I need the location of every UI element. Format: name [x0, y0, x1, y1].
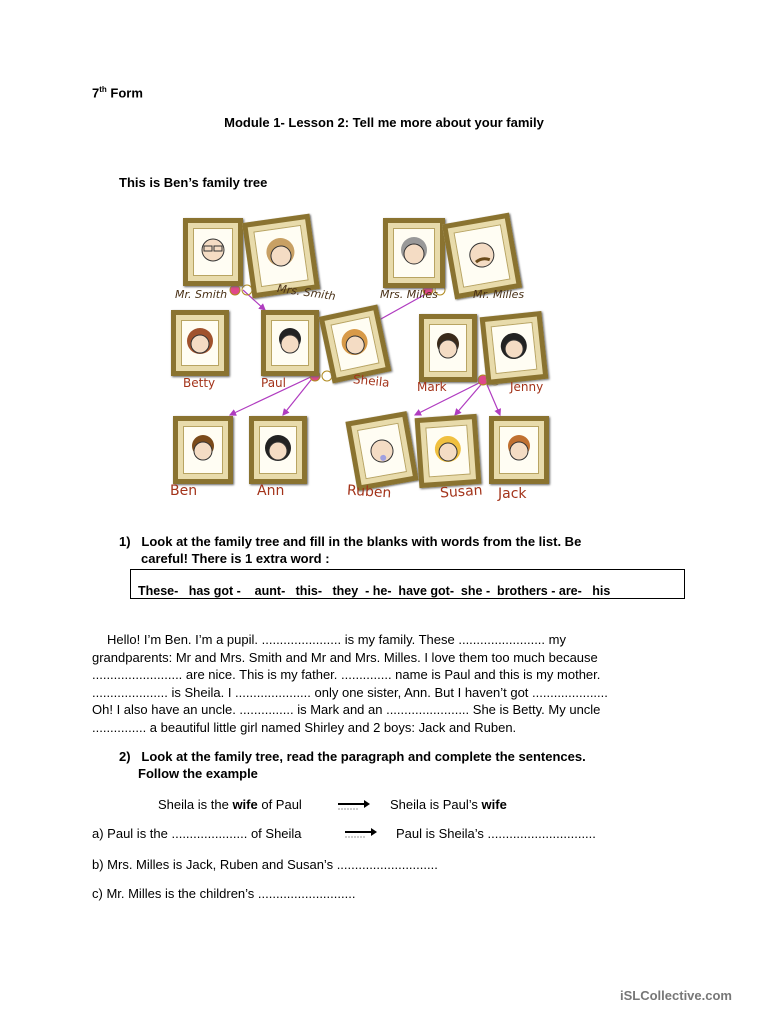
name-jack: Jack	[498, 486, 527, 502]
portrait-susan	[415, 414, 482, 488]
baby-face-icon	[357, 423, 407, 480]
name-betty: Betty	[183, 376, 216, 390]
man-face-icon	[271, 320, 309, 366]
arrow-icon	[336, 800, 372, 814]
portrait-mark	[419, 314, 477, 382]
woman-face-icon	[491, 322, 538, 374]
exercise-1-instructions	[119, 533, 581, 567]
portrait-jack	[489, 416, 549, 484]
sentence-c: c) Mr. Milles is the children’s ...........................	[92, 886, 356, 901]
arrow-icon	[343, 828, 379, 842]
watermark: iSLCollective.com	[620, 988, 732, 1003]
tree-intro: This is Ben’s family tree	[119, 175, 268, 190]
portrait-paul	[261, 310, 319, 376]
grandma-face-icon	[253, 225, 308, 287]
name-susan: Susan	[439, 482, 484, 502]
example-right: Sheila is Paul’s wife	[390, 797, 507, 812]
example-left: Sheila is the wife of Paul	[158, 797, 302, 812]
name-mark: Mark	[417, 380, 447, 394]
paragraph-line: ..................... is Sheila. I ..................... only one sister, Ann. But I haven’t got .....................	[92, 684, 608, 700]
man-face-icon	[429, 324, 467, 372]
form-label	[92, 85, 143, 100]
boy-face-icon	[183, 426, 223, 474]
portrait-mr-smith	[183, 218, 243, 286]
girl-face-icon	[259, 426, 297, 474]
name-mrs-milles: Mrs. Milles	[380, 288, 438, 301]
name-paul: Paul	[261, 376, 286, 390]
form-superscript: th	[99, 85, 107, 94]
grandpa-face-icon	[454, 224, 511, 287]
fill-in-paragraph	[92, 631, 652, 736]
name-ruben: Ruben	[346, 482, 392, 502]
exercise-2-instructions	[119, 748, 586, 782]
sentence-a-left: a) Paul is the ..................... of Sheila	[92, 826, 302, 841]
exercise-1-line-1: Look at the family tree and fill in the blanks with words from the list. Be	[141, 534, 582, 549]
sentence-a-right: Paul is Sheila’s ..............................	[396, 826, 596, 841]
portrait-ruben	[345, 411, 418, 491]
paragraph-line: Oh! I also have an uncle. ............... is Mark and an ....................... She is Betty. My uncle	[92, 702, 601, 717]
paragraph-line: Hello! I’m Ben. I’m a pupil. ...................... is my family. These ........................ my	[107, 632, 566, 647]
grandpa-face-icon	[193, 228, 233, 276]
portrait-mrs-milles	[383, 218, 445, 288]
name-ben: Ben	[170, 483, 198, 499]
exercise-2-number: 2)	[119, 749, 131, 764]
portrait-ben	[173, 416, 233, 484]
exercise-1-number: 1)	[119, 534, 131, 549]
paragraph-line: ......................... are nice. This is my father. .............. name is Paul and this is my mother.	[92, 667, 601, 682]
boy-face-icon	[499, 426, 539, 474]
exercise-2-line-2: Follow the example	[138, 766, 258, 781]
exercise-2-line-1: Look at the family tree, read the paragraph and complete the sentences.	[141, 749, 586, 764]
portrait-betty	[171, 310, 229, 376]
paragraph-line: grandparents: Mr and Mrs. Smith and Mr and Mrs. Milles. I love them too much because	[92, 649, 598, 665]
sentence-b: b) Mrs. Milles is Jack, Ruben and Susan’s ............................	[92, 857, 438, 872]
woman-face-icon	[181, 320, 219, 366]
family-tree	[165, 210, 560, 510]
paragraph-line: ............... a beautiful little girl named Shirley and 2 boys: Jack and Ruben.	[92, 719, 517, 735]
form-word: Form	[110, 85, 143, 101]
name-jenny: Jenny	[510, 380, 544, 394]
name-ann: Ann	[257, 483, 285, 499]
name-mr-smith: Mr. Smith	[175, 288, 228, 301]
form-number: 7	[92, 85, 100, 101]
page-title: Module 1- Lesson 2: Tell me more about your family	[224, 115, 544, 130]
word-list-box: These- has got - aunt- this- they - he- have got- she - brothers - are- his	[130, 569, 685, 599]
exercise-1-line-2: careful! There is 1 extra word :	[141, 551, 330, 566]
portrait-jenny	[480, 311, 549, 385]
name-sheila: Sheila	[352, 372, 391, 390]
girl-face-icon	[425, 425, 470, 478]
grandma-face-icon	[393, 228, 435, 278]
name-mrs-smith: Mrs. Smith	[276, 281, 337, 304]
portrait-ann	[249, 416, 307, 484]
name-mr-milles: Mr. Milles	[473, 288, 525, 301]
woman-face-icon	[330, 316, 379, 371]
portrait-mr-milles	[442, 213, 525, 301]
